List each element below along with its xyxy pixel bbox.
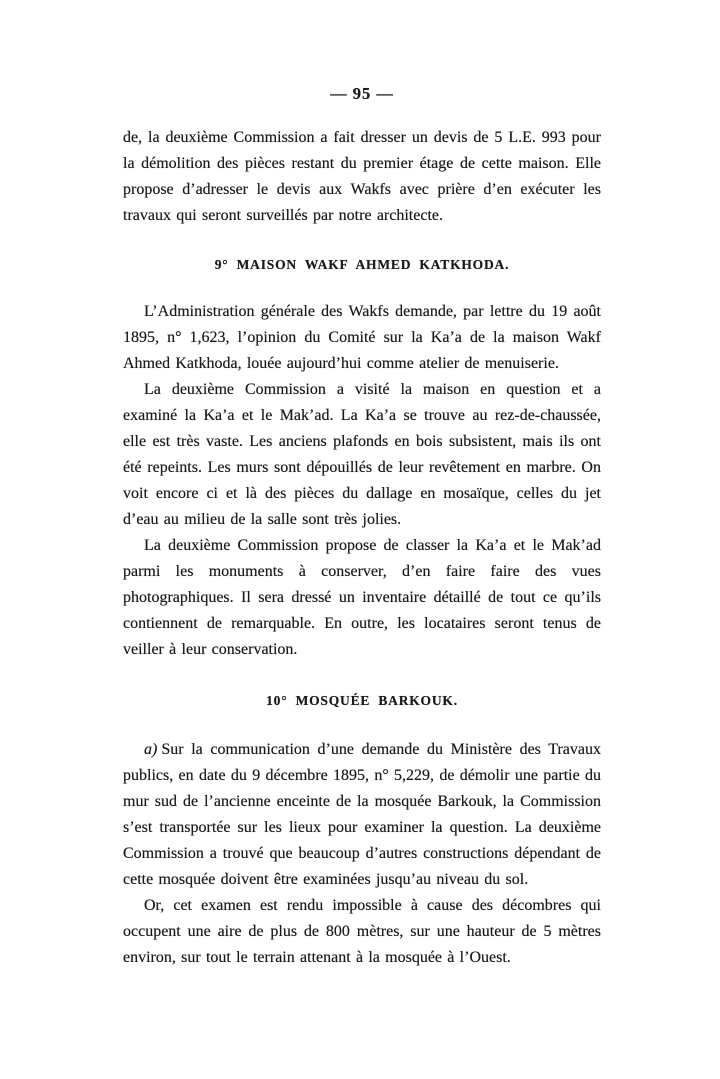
continuation-paragraph: de, la deuxième Commission a fait dresser un devis de 5 L.E. 993 pour la démolition des pièces restant du premier étage de cette maison. Elle propose d’adresser le devis aux Wakfs avec prière d’en exécuter les travaux qui seront surveillés par notre architecte. [123,129,601,224]
paragraph: Or, cet examen est rendu impossible à cause des décombres qui occupent une aire de plus de 800 mètres, sur une hauteur de 5 mètres environ, sur tout le terrain attenant à la mosquée à l’Ouest. [123,897,601,966]
paragraph [123,737,601,893]
text-block [123,84,601,971]
section-heading-10-mosquee-barkouk: 10° MOSQUÉE BARKOUK. [266,693,458,708]
section-heading-9-maison-wakf: 9° MAISON WAKF AHMED KATKHODA. [214,257,510,272]
paragraph-text: Sur la communication d’une demande du Ministère des Travaux publics, en date du 9 décembre 1895, n° 5,229, de démolir une partie du mur sud de l’ancienne enceinte de la mosquée Barkouk, la Commission s’est transportée sur les lieux pour examiner la question. La deuxième Commission a trouvé que beaucoup d’autres constructions dépendant de cette mosquée doivent être examinées jusqu’au niveau du sol. [123,741,601,888]
paragraph: L’Administration générale des Wakfs demande, par lettre du 19 août 1895, n° 1,623, l’opinion du Comité sur la Ka’a de la maison Wakf Ahmed Katkhoda, louée aujourd’hui comme atelier de menuiserie. [123,303,601,372]
page-number: — 95 — [330,84,394,103]
paragraph: La deuxième Commission propose de classer la Ka’a et le Mak’ad parmi les monuments à conserver, d’en faire faire des vues photographiques. Il sera dressé un inventaire détaillé de tout ce qu’ils contiennent de remarquable. En outre, les locataires seront tenus de veiller à leur conservation. [123,537,601,658]
paragraph-marker-a: a) [144,741,158,758]
paragraph: La deuxième Commission a visité la maison en question et a examiné la Ka’a et le Mak’ad. La Ka’a se trouve au rez-de-chaussée, elle est très vaste. Les anciens plafonds en bois subsistent, mais ils ont été repeints. Les murs sont dépouillés de leur revêtement en marbre. On voit encore ci et là des pièces du dallage en mosaïque, celles du jet d’eau au milieu de la salle sont très jolies. [123,381,601,528]
